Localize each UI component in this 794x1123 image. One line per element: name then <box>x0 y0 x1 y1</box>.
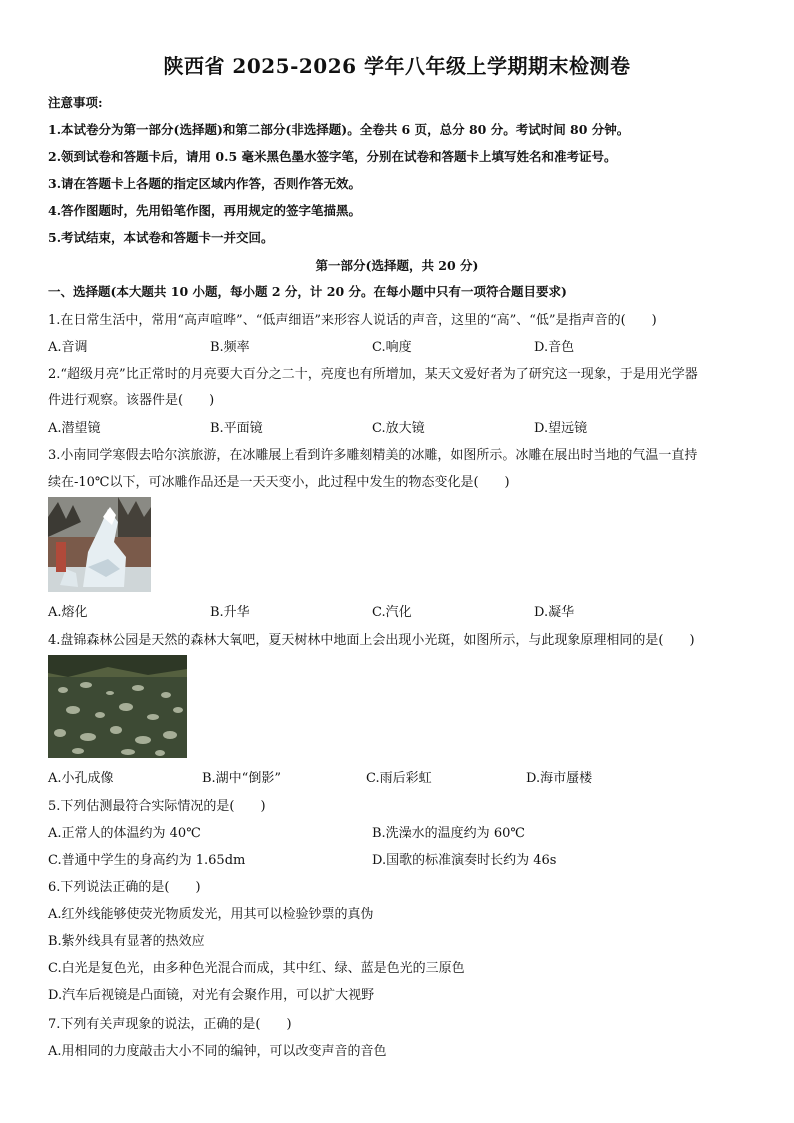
note-item: 3.请在答题卡上各题的指定区域内作答，否则作答无效。 <box>48 176 362 191</box>
question-7-stem: 7.下列有关声现象的说法，正确的是( ) <box>48 1017 292 1032</box>
q4-option-d: D.海市蜃楼 <box>526 771 593 786</box>
q5-option-c: C.普通中学生的身高约为 1.65dm <box>48 853 246 868</box>
q6-option-a: A.红外线能够使荧光物质发光，用其可以检验钞票的真伪 <box>48 907 374 922</box>
page-title: 陕西省 2025-2026 学年八年级上学期期末检测卷 <box>163 54 631 78</box>
q1-option-a: A.音调 <box>48 340 88 355</box>
question-4-stem: 4.盘锦森林公园是天然的森林大氧吧，夏天树林中地面上会出现小光斑，如图所示，与此现象原理相同的是( ) <box>48 633 695 648</box>
note-item: 1.本试卷分为第一部分(选择题)和第二部分(非选择题)。全卷共 6 页，总分 80 分。考试时间 80 分钟。 <box>48 122 630 137</box>
q3-option-b: B.升华 <box>210 605 250 620</box>
q5-option-d: D.国歌的标准演奏时长约为 46s <box>372 853 557 868</box>
q3-option-c: C.汽化 <box>372 605 412 620</box>
q6-option-c: C.白光是复色光，由多种色光混合而成，其中红、绿、蓝是色光的三原色 <box>48 961 465 976</box>
question-3-stem-cont: 续在-10℃以下，可冰雕作品还是一天天变小，此过程中发生的物态变化是( ) <box>48 475 510 490</box>
q5-option-b: B.洗澡水的温度约为 60℃ <box>372 826 525 841</box>
forest-light-spots-photo <box>48 655 187 758</box>
q1-option-b: B.频率 <box>210 340 250 355</box>
q4-option-a: A.小孔成像 <box>48 771 114 786</box>
section-heading: 一、选择题(本大题共 10 小题，每小题 2 分，计 20 分。在每小题中只有一项符合题目要求) <box>48 284 567 299</box>
note-item: 2.领到试卷和答题卡后，请用 0.5 毫米黑色墨水签字笔，分别在试卷和答题卡上填写姓名和准考证号。 <box>48 149 617 164</box>
q1-option-d: D.音色 <box>534 340 575 355</box>
q2-option-b: B.平面镜 <box>210 421 263 436</box>
question-2-stem: 2.“超级月亮”比正常时的月亮要大百分之二十，亮度也有所增加，某天文爱好者为了研究这一现象，于是用光学器 <box>48 367 698 382</box>
q3-option-d: D.凝华 <box>534 605 575 620</box>
question-2-stem-cont: 件进行观察。该器件是( ) <box>48 393 215 408</box>
notes-heading: 注意事项: <box>48 95 103 110</box>
q6-option-d: D.汽车后视镜是凸面镜，对光有会聚作用，可以扩大视野 <box>48 988 375 1003</box>
q2-option-c: C.放大镜 <box>372 421 425 436</box>
ice-sculpture-photo <box>48 497 151 592</box>
q1-option-c: C.响度 <box>372 340 412 355</box>
q2-option-a: A.潜望镜 <box>48 421 101 436</box>
question-6-stem: 6.下列说法正确的是( ) <box>48 880 201 895</box>
question-3-stem: 3.小南同学寒假去哈尔滨旅游，在冰雕展上看到许多雕刻精美的冰雕，如图所示。冰雕在展出时当地的气温一直持 <box>48 448 698 463</box>
part-heading: 第一部分(选择题，共 20 分) <box>315 258 479 273</box>
q6-option-b: B.紫外线具有显著的热效应 <box>48 934 205 949</box>
note-item: 4.答作图题时，先用铅笔作图，再用规定的签字笔描黑。 <box>48 203 362 218</box>
q7-option-a: A.用相同的力度敲击大小不同的编钟，可以改变声音的音色 <box>48 1044 387 1059</box>
q3-option-a: A.熔化 <box>48 605 88 620</box>
note-item: 5.考试结束，本试卷和答题卡一并交回。 <box>48 230 274 245</box>
question-1-stem: 1.在日常生活中，常用“高声喧哗”、“低声细语”来形容人说话的声音，这里的“高”、“低”是指声音的( ) <box>48 313 657 328</box>
question-5-stem: 5.下列估测最符合实际情况的是( ) <box>48 799 266 814</box>
q4-option-b: B.湖中“倒影” <box>202 771 281 786</box>
q5-option-a: A.正常人的体温约为 40℃ <box>48 826 201 841</box>
q4-option-c: C.雨后彩虹 <box>366 771 432 786</box>
q2-option-d: D.望远镜 <box>534 421 588 436</box>
